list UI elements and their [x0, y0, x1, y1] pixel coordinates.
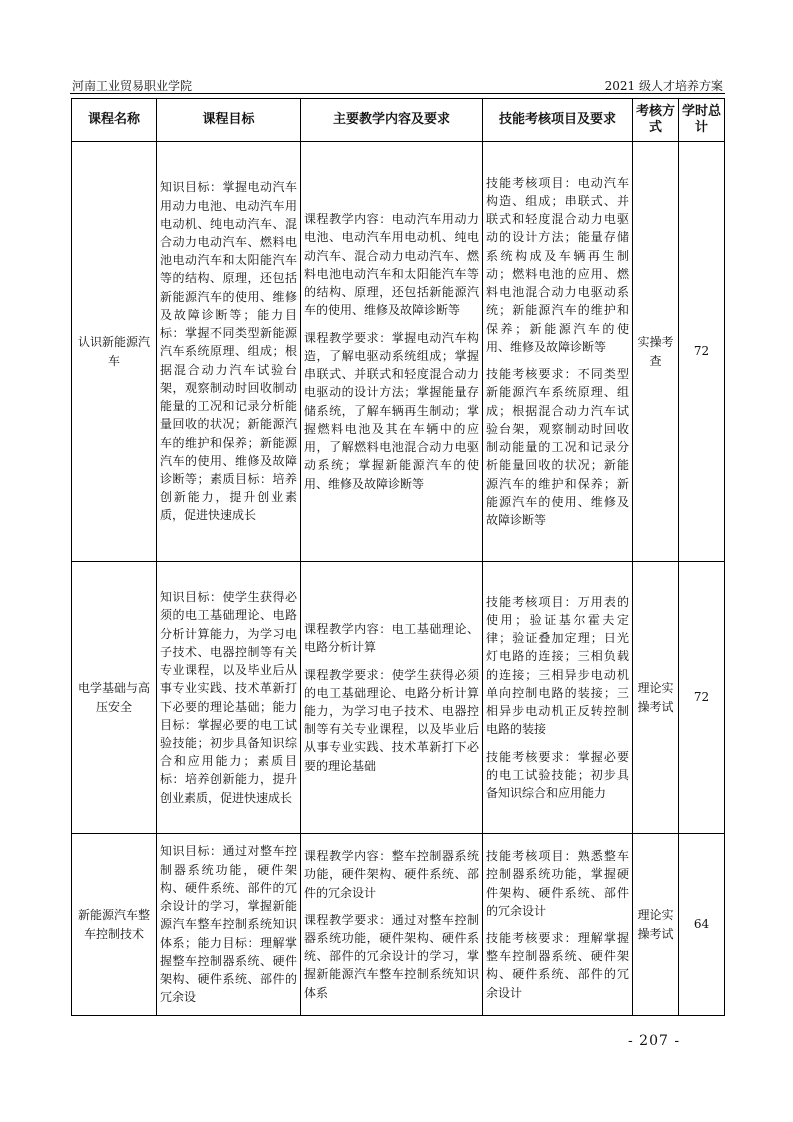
course-objective-cell: 知识目标：使学生获得必须的电工基础理论、电路分析计算能力，为学习电子技术、电器控制等有关专业课程，以及毕业后从事专业实践、技术革新打下必要的理论基础；能力目标：掌握必要的电工试验技能；初步具备知识综合和应用能力；素质目标：培养创新能力，提升创业素质，促进快速成长	[157, 562, 301, 834]
skills-requirement-text: 技能考核要求：理解掌握整车控制器系统、硬件架构、硬件系统、部件的冗余设计	[486, 931, 629, 1000]
header-hours: 学时总计	[679, 99, 725, 142]
table-row	[72, 834, 725, 1016]
content-cell	[301, 562, 483, 834]
requirement-text: 课程教学要求：掌握电动汽车构造，了解电驱动系统组成；掌握串联式、并联式和轻度混合动力电驱动的设计方法；掌握能量存储系统，了解车辆再生制动；掌握燃料电池及其在车辆中的应用，了解燃料电池混合动力电驱动系统；掌握新能源汽车的使用、维修及故障诊断等	[304, 330, 479, 491]
content-text: 课程教学内容：电动汽车用动力电池、电动汽车用电动机、纯电动汽车、混合动力电动汽车、燃料电池电动汽车和太阳能汽车等的结构、原理，还包括新能源汽车的使用、维修及故障诊断等	[304, 212, 479, 318]
hours-cell: 72	[679, 562, 725, 834]
skills-items-text: 技能考核项目：万用表的使用；验证基尔霍夫定律；验证叠加定理；日光灯电路的连接；三相负载的连接；三相异步电动机单向控制电路的装接；三相异步电动机正反转控制电路的装接	[486, 594, 629, 737]
assessment-method-cell: 理论实操考试	[633, 562, 679, 834]
header-course-name: 课程名称	[72, 99, 157, 142]
skills-requirement-text: 技能考核要求：掌握必要的电工试验技能；初步具备知识综合和应用能力	[486, 749, 629, 801]
header-method: 考核方式	[633, 99, 679, 142]
header-content: 主要教学内容及要求	[301, 99, 483, 142]
header-course-objective: 课程目标	[157, 99, 301, 142]
requirement-text: 课程教学要求：通过对整车控制器系统功能，硬件架构、硬件系统、部件的冗余设计的学习，掌握新能源汽车整车控制系统知识体系	[304, 912, 479, 1000]
requirement-text: 课程教学要求：使学生获得必须的电工基础理论、电路分析计算能力，为学习电子技术、电器控制等有关专业课程，以及毕业后从事专业实践、技术革新打下必要的理论基础	[304, 667, 479, 773]
header-school-name: 河南工业贸易职业学院	[72, 79, 193, 93]
content-text: 课程教学内容：整车控制器系统功能，硬件架构、硬件系统、部件的冗余设计	[304, 849, 479, 900]
header-skills: 技能考核项目及要求	[483, 99, 633, 142]
course-objective-cell: 知识目标：掌握电动汽车用动力电池、电动汽车用电动机、纯电动汽车、混合动力电动汽车、燃料电池电动汽车和太阳能汽车等的结构、原理，还包括新能源汽车的使用、维修及故障诊断等；能力目标：掌握不同类型新能源汽车系统原理、组成；根据混合动力汽车试验台架，观察制动时回收制动能量的工况和记录分析能量回收的状况；新能源汽车的维护和保养；新能源汽车的使用、维修及故障诊断等；素质目标：培养创新能力，提升创业素质，促进快速成长	[157, 142, 301, 562]
hours-cell: 72	[679, 142, 725, 562]
content-cell	[301, 142, 483, 562]
header-doc-title: 2021 级人才培养方案	[604, 79, 723, 93]
course-table	[71, 98, 725, 1016]
skills-cell	[483, 142, 633, 562]
course-objective-cell: 知识目标：通过对整车控制器系统功能，硬件架构、硬件系统、部件的冗余设计的学习，掌握新能源汽车整车控制系统知识体系；能力目标：理解掌握整车控制器系统、硬件架构、硬件系统、部件的冗余设	[157, 834, 301, 1016]
table-row	[72, 142, 725, 562]
skills-requirement-text: 技能考核要求：不同类型新能源汽车系统原理、组成；根据混合动力汽车试验台架，观察制动时回收制动能量的工况和记录分析能量回收的状况；新能源汽车的维护和保养；新能源汽车的使用、维修及故障诊断等	[486, 367, 629, 527]
skills-items-text: 技能考核项目：熟悉整车控制器系统功能，掌握硬件架构、硬件系统、部件的冗余设计	[486, 849, 629, 918]
table-header-row	[72, 99, 725, 142]
course-name-cell: 电学基础与高压安全	[72, 562, 157, 834]
header-rule	[70, 93, 725, 94]
course-name-cell: 新能源汽车整车控制技术	[72, 834, 157, 1016]
skills-items-text: 技能考核项目：电动汽车构造、组成；串联式、并联式和轻度混合动力电驱动的设计方法；能量存储系统构成及车辆再生制动；燃料电池的应用、燃料电池混合动力电驱动系统；新能源汽车的维护和保养；新能源汽车的使用、维修及故障诊断等	[486, 175, 629, 354]
page-number: - 207 -	[628, 1033, 681, 1049]
page-header	[70, 77, 725, 93]
assessment-method-cell: 实操考查	[633, 142, 679, 562]
content-text: 课程教学内容：电工基础理论、电路分析计算	[304, 622, 479, 655]
content-cell	[301, 834, 483, 1016]
assessment-method-cell: 理论实操考试	[633, 834, 679, 1016]
table-row	[72, 562, 725, 834]
hours-cell: 64	[679, 834, 725, 1016]
skills-cell	[483, 562, 633, 834]
skills-cell	[483, 834, 633, 1016]
course-name-cell: 认识新能源汽车	[72, 142, 157, 562]
